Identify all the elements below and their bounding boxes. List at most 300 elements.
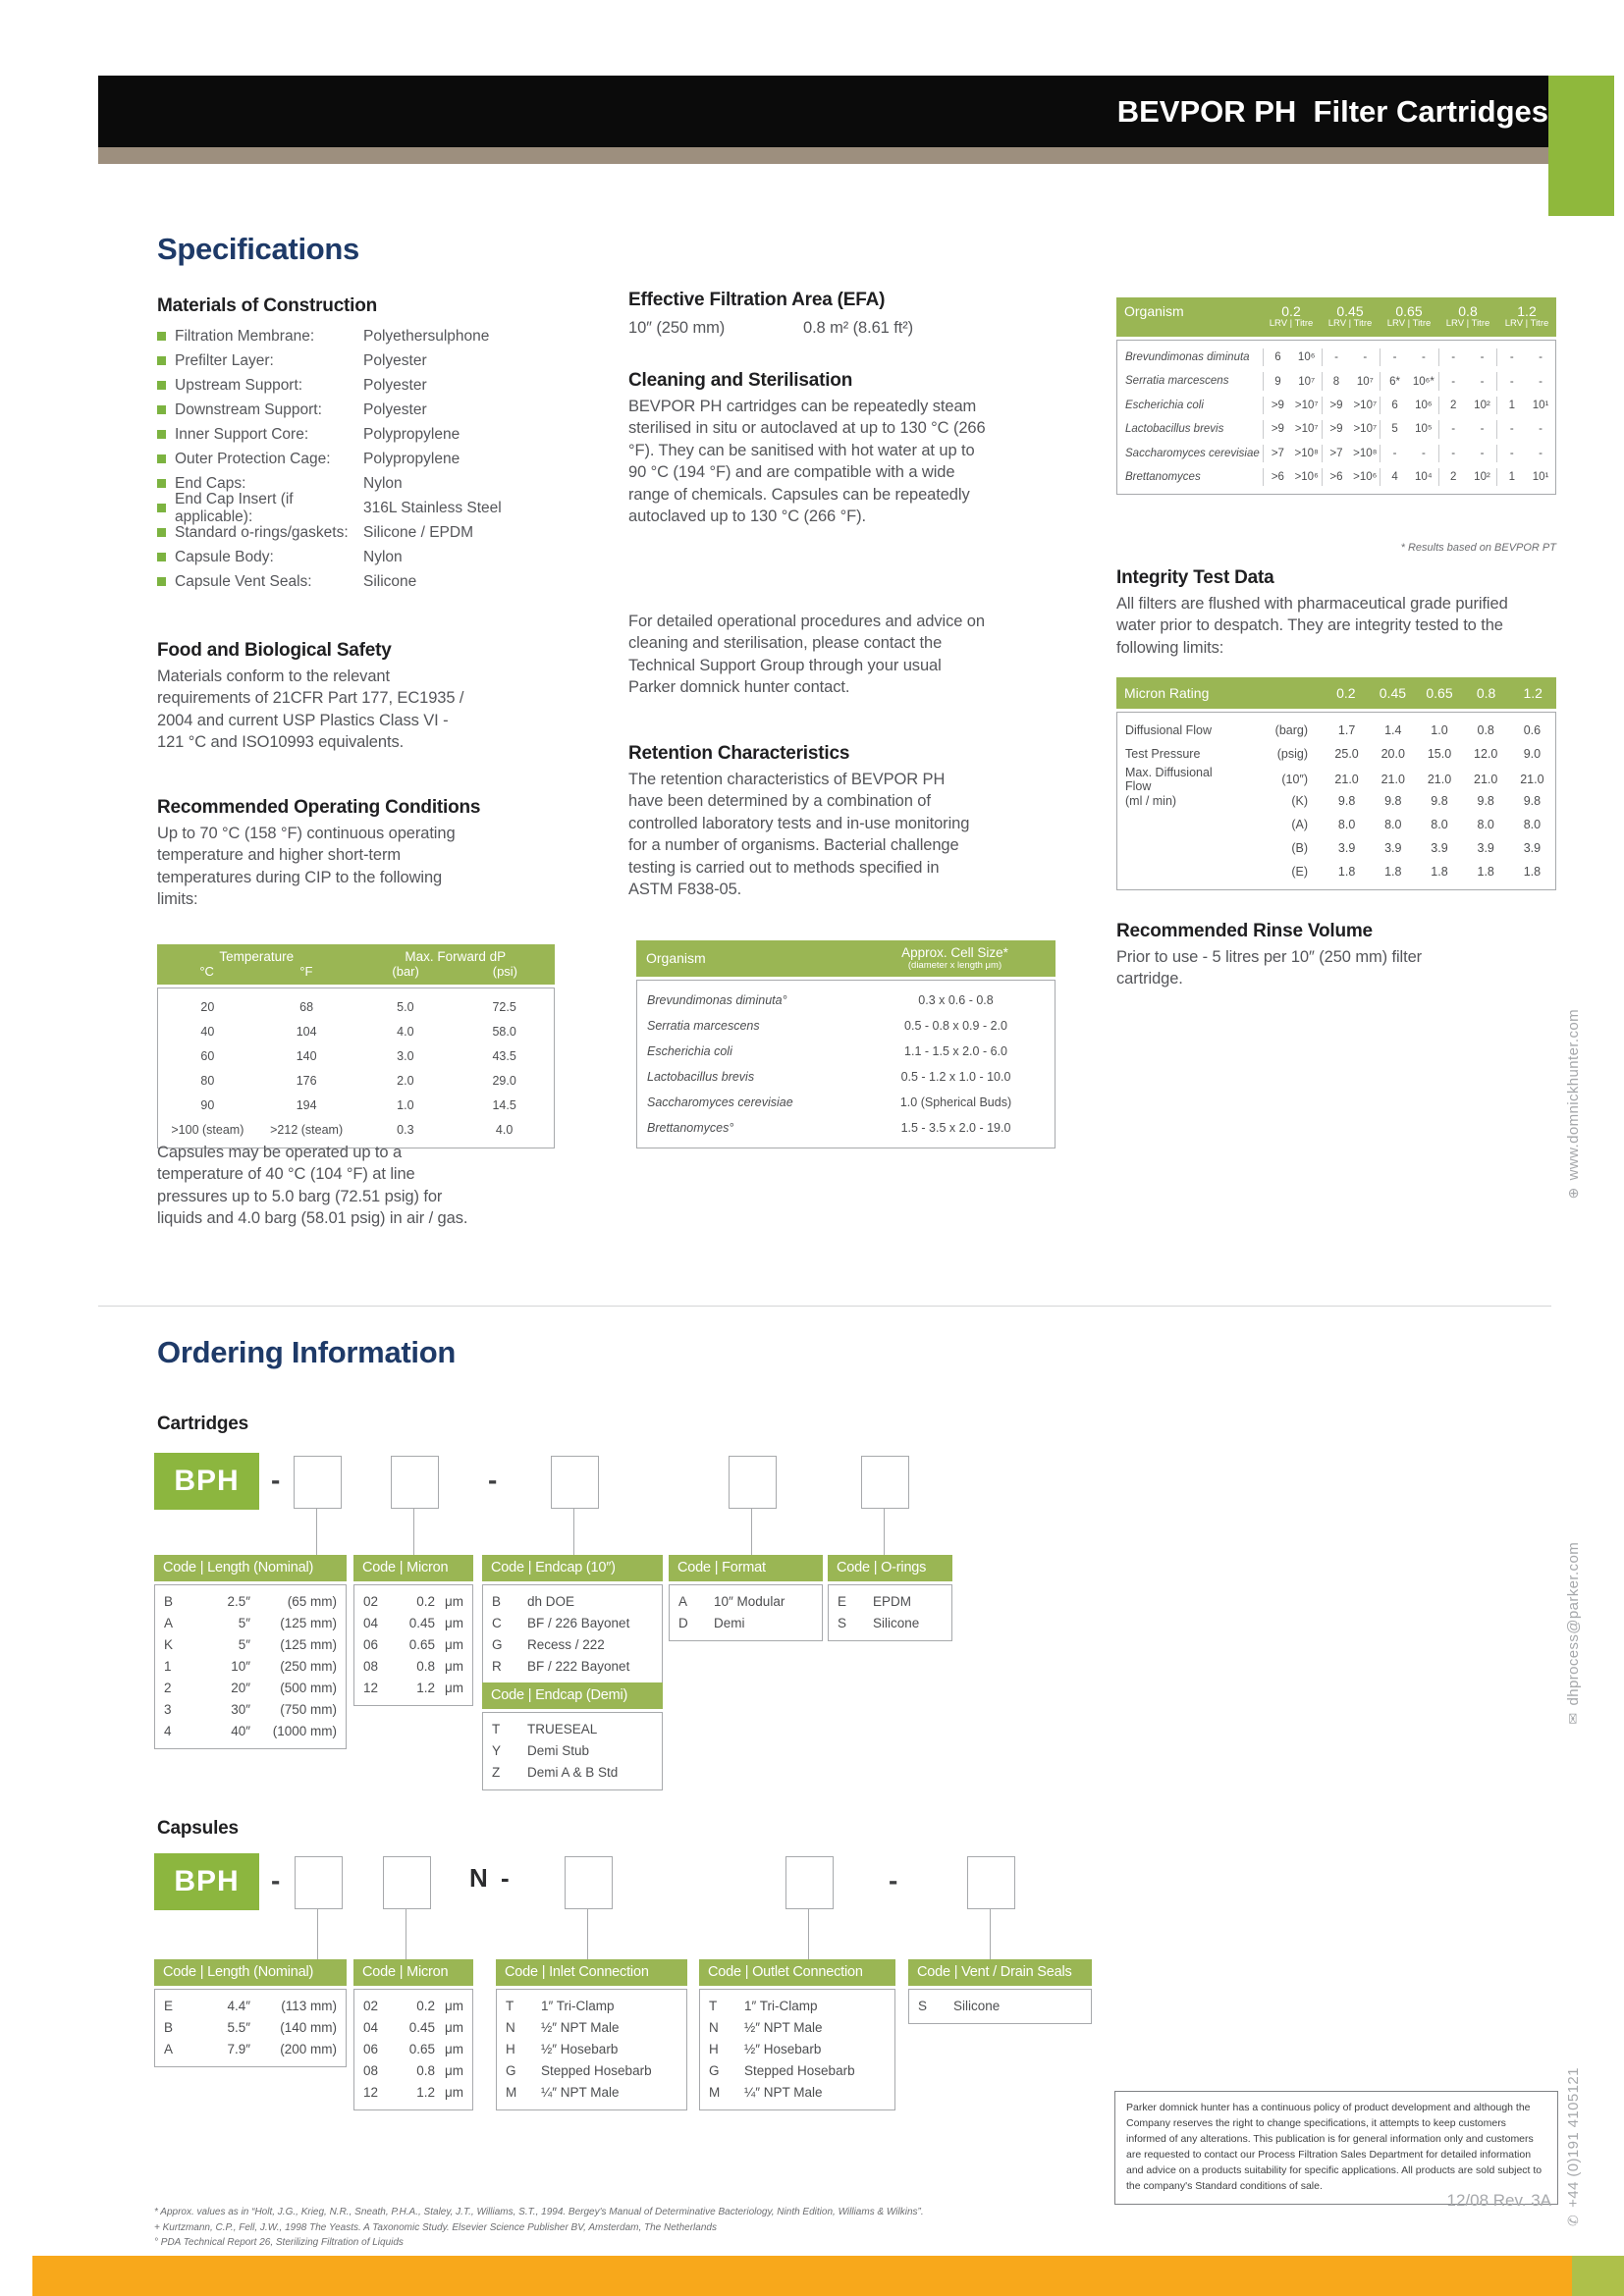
connector-line bbox=[884, 1508, 885, 1555]
material-label: Outer Protection Cage: bbox=[175, 450, 331, 467]
cartridge-format-code-box bbox=[729, 1456, 777, 1509]
lrv-col-organism: Organism bbox=[1124, 303, 1184, 319]
titre-value: 10⁶ bbox=[1415, 399, 1433, 411]
lrv-value: - bbox=[1496, 348, 1526, 366]
capsule-inlet-table bbox=[496, 1959, 687, 2110]
lrv-rating-1.2: 1.2 LRV | Titre bbox=[1504, 303, 1549, 330]
bullet-square-icon bbox=[157, 332, 166, 341]
temp-c: >100 (steam) bbox=[171, 1122, 244, 1137]
footnote-line: * Approx. values as in “Holt, J.G., Krieg, N.R., Sneath, P.H.A., Staley, J.T., Williams, S.T., 1994. Bergey's Manual of Determinative Bacteriology, Ninth Edition, Williams & Wilkins”. bbox=[154, 2207, 924, 2217]
cleaning-title: Cleaning and Sterilisation bbox=[628, 370, 853, 391]
integrity-table bbox=[1116, 677, 1556, 890]
lrv-rating-0.45: 0.45 LRV | Titre bbox=[1327, 303, 1373, 330]
table-header: Code | Micron bbox=[353, 1555, 473, 1581]
integrity-row-label: Diffusional Flow bbox=[1125, 723, 1213, 737]
footer-green-end-block bbox=[1572, 2256, 1624, 2296]
contact-sidebar bbox=[1565, 1009, 1582, 2226]
table-header: Code | O-rings bbox=[828, 1555, 952, 1581]
code-row: 12 1.2 μm bbox=[363, 2085, 463, 2100]
code-row: 04 0.45 μm bbox=[363, 1616, 463, 1630]
integrity-row bbox=[1117, 860, 1555, 883]
integrity-value: 3.9 bbox=[1523, 841, 1542, 855]
material-row bbox=[157, 447, 569, 471]
material-label: Inner Support Core: bbox=[175, 425, 309, 443]
code-row: E EPDM bbox=[838, 1594, 912, 1609]
cell-size: 1.5 - 3.5 x 2.0 - 19.0 bbox=[900, 1121, 1011, 1136]
retention-col-organism: Organism bbox=[646, 950, 706, 967]
titre-value: 10⁴ bbox=[1415, 471, 1433, 484]
dp-bar: 5.0 bbox=[397, 999, 414, 1014]
cartridge-endcap-code-box bbox=[551, 1456, 599, 1509]
cartridge-endcap10-table bbox=[482, 1555, 663, 1684]
code-row: R BF / 222 Bayonet bbox=[492, 1659, 630, 1674]
col-bar: (bar) bbox=[392, 964, 419, 979]
dp-bar: 2.0 bbox=[397, 1073, 414, 1088]
code-row: 2 20″ (500 mm) bbox=[164, 1681, 337, 1695]
integrity-row-unit: (barg) bbox=[1274, 723, 1308, 737]
dp-psi: 72.5 bbox=[492, 999, 516, 1014]
lrv-value: - bbox=[1438, 445, 1468, 462]
titre-value: >10⁷ bbox=[1353, 423, 1378, 436]
connector-line bbox=[316, 1508, 317, 1555]
capsule-micron-table bbox=[353, 1959, 473, 2110]
integrity-value: 3.9 bbox=[1431, 841, 1448, 855]
dp-group-label: Max. Forward dP bbox=[405, 949, 507, 964]
lrv-row bbox=[1117, 346, 1555, 369]
titre-value: - bbox=[1421, 447, 1426, 459]
integrity-rating: 0.2 bbox=[1336, 685, 1356, 701]
titre-value: >10⁸ bbox=[1294, 447, 1319, 459]
lrv-rating-0.8: 0.8 LRV | Titre bbox=[1445, 303, 1490, 330]
titre-value: >10⁶ bbox=[1294, 471, 1319, 484]
titre-value: 10⁷ bbox=[1298, 375, 1316, 388]
code-row: B 2.5″ (65 mm) bbox=[164, 1594, 337, 1609]
lrv-value: - bbox=[1438, 420, 1468, 438]
table-header: Code | Endcap (10″) bbox=[482, 1555, 663, 1581]
bullet-square-icon bbox=[157, 381, 166, 390]
material-label: Capsule Vent Seals: bbox=[175, 572, 312, 590]
code-row: G Recess / 222 bbox=[492, 1637, 605, 1652]
material-row bbox=[157, 324, 569, 348]
dp-psi: 4.0 bbox=[495, 1122, 514, 1137]
efa-title: Effective Filtration Area (EFA) bbox=[628, 290, 886, 310]
temperature-row bbox=[158, 1068, 554, 1093]
bullet-square-icon bbox=[157, 454, 166, 463]
connector-line bbox=[317, 1908, 318, 1959]
retention-row bbox=[637, 1090, 1055, 1115]
code-row: 06 0.65 μm bbox=[363, 1637, 463, 1652]
code-row: B dh DOE bbox=[492, 1594, 575, 1609]
integrity-table-body bbox=[1116, 712, 1556, 890]
rinse-title: Recommended Rinse Volume bbox=[1116, 921, 1373, 941]
integrity-value: 1.7 bbox=[1337, 723, 1356, 737]
cartridge-prefix-box: BPH bbox=[154, 1453, 259, 1510]
material-value: Polypropylene bbox=[363, 425, 460, 443]
integrity-value: 1.8 bbox=[1431, 865, 1448, 879]
bullet-square-icon bbox=[157, 405, 166, 414]
code-row: T 1″ Tri-Clamp bbox=[709, 1999, 818, 2013]
integrity-text: All filters are flushed with pharmaceutical grade purified water prior to despatch. They are integrity tested to the following limits: bbox=[1116, 595, 1508, 657]
capsule-length-table bbox=[154, 1959, 347, 2067]
code-row: 4 40″ (1000 mm) bbox=[164, 1724, 337, 1738]
material-value: Polyester bbox=[363, 351, 427, 369]
code-row: G Stepped Hosebarb bbox=[709, 2063, 855, 2078]
temperature-table bbox=[157, 944, 555, 1148]
integrity-value: 9.8 bbox=[1523, 794, 1542, 808]
connector-line bbox=[808, 1908, 809, 1959]
temperature-table-header bbox=[157, 944, 555, 985]
integrity-row bbox=[1117, 766, 1555, 793]
header-taupe-strip bbox=[98, 147, 1548, 164]
globe-icon: ⊕ bbox=[1565, 1187, 1581, 1200]
titre-value: - bbox=[1421, 351, 1426, 364]
lrv-row bbox=[1117, 465, 1555, 489]
integrity-value: 9.8 bbox=[1384, 794, 1402, 808]
temperature-row bbox=[158, 1043, 554, 1068]
organism-name: Escherichia coli bbox=[647, 1044, 732, 1059]
cleaning-p2: For detailed operational procedures and advice on cleaning and sterilisation, please contact the Technical Support Group through your usual Parker domnick hunter contact. bbox=[628, 613, 985, 697]
material-row bbox=[157, 545, 569, 569]
email-item bbox=[1565, 1542, 1582, 1725]
lrv-row bbox=[1117, 417, 1555, 441]
material-label: Downstream Support: bbox=[175, 400, 322, 418]
efa-size: 10″ (250 mm) bbox=[628, 319, 726, 337]
retention-row bbox=[637, 988, 1055, 1013]
material-value: Polyester bbox=[363, 376, 427, 394]
temperature-row bbox=[158, 994, 554, 1019]
material-value: Silicone / EPDM bbox=[363, 523, 473, 541]
organism-name: Lactobacillus brevis bbox=[647, 1070, 755, 1085]
integrity-row-label: Test Pressure bbox=[1125, 747, 1201, 761]
temp-f: 68 bbox=[299, 999, 314, 1014]
material-row bbox=[157, 348, 569, 373]
organism-name: Saccharomyces cerevisiae bbox=[647, 1095, 793, 1110]
lrv-table-body bbox=[1116, 340, 1556, 495]
titre-value: 10² bbox=[1474, 471, 1490, 484]
table-body bbox=[482, 1584, 663, 1684]
table-body bbox=[482, 1712, 663, 1790]
lrv-value: 4 bbox=[1380, 468, 1409, 486]
dp-bar: 3.0 bbox=[397, 1048, 414, 1063]
lrv-value: >7 bbox=[1263, 445, 1292, 462]
code-row: 08 0.8 μm bbox=[363, 2063, 463, 2078]
dp-psi: 29.0 bbox=[492, 1073, 516, 1088]
material-label: End Caps: bbox=[175, 474, 246, 492]
organism-name: Serratia marcescens bbox=[647, 1019, 760, 1034]
retention-table-header bbox=[636, 940, 1056, 977]
table-body bbox=[828, 1584, 952, 1641]
cell-size: 1.0 (Spherical Buds) bbox=[899, 1095, 1012, 1110]
retention-title: Retention Characteristics bbox=[628, 743, 850, 764]
temp-c: 60 bbox=[200, 1048, 215, 1063]
titre-value: 10⁵ bbox=[1415, 423, 1433, 436]
material-label: End Cap Insert (if applicable): bbox=[175, 490, 294, 525]
titre-value: 10⁶ bbox=[1297, 351, 1316, 364]
bullet-square-icon bbox=[157, 356, 166, 365]
integrity-value: 21.0 bbox=[1427, 773, 1452, 786]
capsule-note: Capsules may be operated up to a temperature of 40 °C (104 °F) at line pressures up to 5.0 barg (72.51 psig) for liquids and 4.0 barg (58.01 psig) in air / gas. bbox=[157, 1144, 468, 1228]
code-row: C BF / 226 Bayonet bbox=[492, 1616, 630, 1630]
integrity-row bbox=[1117, 813, 1555, 836]
lrv-value: 6 bbox=[1263, 348, 1292, 366]
integrity-value: 9.8 bbox=[1477, 794, 1494, 808]
integrity-row-unit: (B) bbox=[1291, 841, 1308, 855]
material-value: 316L Stainless Steel bbox=[363, 499, 502, 516]
lrv-value: - bbox=[1496, 372, 1526, 390]
integrity-value: 1.8 bbox=[1337, 865, 1356, 879]
titre-value: 10⁷ bbox=[1356, 375, 1374, 388]
dp-bar: 0.3 bbox=[397, 1122, 414, 1137]
rinse-text: Prior to use - 5 litres per 10″ (250 mm) filter cartridge. bbox=[1116, 948, 1423, 988]
temperature-row bbox=[158, 1093, 554, 1117]
lrv-value: 8 bbox=[1322, 372, 1351, 390]
operating-title: Recommended Operating Conditions bbox=[157, 797, 481, 818]
material-label: Standard o-rings/gaskets: bbox=[175, 523, 349, 541]
lrv-value: >9 bbox=[1263, 397, 1292, 414]
table-header: Code | Length (Nominal) bbox=[154, 1959, 347, 1986]
retention-row bbox=[637, 1013, 1055, 1039]
code-row: 04 0.45 μm bbox=[363, 2020, 463, 2035]
capsule-inlet-code-box bbox=[565, 1856, 613, 1909]
integrity-value: 9.0 bbox=[1523, 747, 1542, 761]
temp-c: 20 bbox=[200, 999, 215, 1014]
integrity-value: 1.8 bbox=[1523, 865, 1542, 879]
temp-f: >212 (steam) bbox=[270, 1122, 344, 1137]
bullet-square-icon bbox=[157, 528, 166, 537]
lrv-value: 6 bbox=[1380, 397, 1409, 414]
table-body bbox=[496, 1989, 687, 2110]
integrity-value: 1.8 bbox=[1477, 865, 1494, 879]
integrity-row-label: Max. Diffusional Flow bbox=[1125, 766, 1213, 793]
phone-icon: ✆ bbox=[1565, 2214, 1581, 2226]
lrv-value: >6 bbox=[1263, 468, 1292, 486]
lrv-value: 6* bbox=[1380, 372, 1409, 390]
capsules-label: Capsules bbox=[157, 1818, 239, 1839]
code-row: M ¼″ NPT Male bbox=[709, 2085, 823, 2100]
integrity-value: 0.8 bbox=[1477, 723, 1494, 737]
cartridges-label: Cartridges bbox=[157, 1414, 249, 1434]
code-row: M ¼″ NPT Male bbox=[506, 2085, 620, 2100]
dp-psi: 43.5 bbox=[492, 1048, 516, 1063]
lrv-value: - bbox=[1496, 420, 1526, 438]
integrity-value: 12.0 bbox=[1474, 747, 1498, 761]
lrv-value: >9 bbox=[1322, 420, 1351, 438]
footer-orange-bar bbox=[32, 2256, 1624, 2296]
code-row: 3 30″ (750 mm) bbox=[164, 1702, 337, 1717]
cell-size: 0.3 x 0.6 - 0.8 bbox=[918, 993, 994, 1008]
integrity-rating: 0.65 bbox=[1426, 685, 1453, 701]
header-bar bbox=[98, 76, 1584, 147]
web-item bbox=[1565, 1009, 1582, 1199]
integrity-rating: 0.8 bbox=[1476, 685, 1496, 701]
code-row: 02 0.2 μm bbox=[363, 1594, 463, 1609]
titre-value: 10¹ bbox=[1532, 399, 1549, 411]
integrity-value: 8.0 bbox=[1384, 818, 1402, 831]
email-address: dhprocess@parker.com bbox=[1565, 1541, 1582, 1706]
titre-value: >10⁷ bbox=[1294, 399, 1319, 411]
connector-line bbox=[573, 1508, 574, 1555]
food-safety-title: Food and Biological Safety bbox=[157, 640, 392, 661]
retention-table bbox=[636, 940, 1056, 1148]
temp-f: 140 bbox=[296, 1048, 317, 1063]
website-url: www.domnickhunter.com bbox=[1565, 1009, 1582, 1181]
material-value: Polyester bbox=[363, 400, 427, 418]
titre-value: >10⁶ bbox=[1353, 471, 1378, 484]
material-label: Filtration Membrane: bbox=[175, 327, 315, 345]
integrity-value: 21.0 bbox=[1520, 773, 1544, 786]
lrv-value: 1 bbox=[1496, 468, 1526, 486]
material-value: Nylon bbox=[363, 474, 403, 492]
retention-row bbox=[637, 1064, 1055, 1090]
material-row bbox=[157, 490, 569, 525]
cartridge-length-code-box bbox=[294, 1456, 342, 1509]
temp-f: 104 bbox=[296, 1024, 317, 1039]
integrity-value: 3.9 bbox=[1337, 841, 1356, 855]
integrity-value: 9.8 bbox=[1431, 794, 1448, 808]
cartridge-micron-table bbox=[353, 1555, 473, 1706]
retention-col-size-sub: (diameter x length μm) bbox=[907, 959, 1002, 971]
footnote-line: + Kurtzmann, C.P., Fell, J.W., 1998 The Yeasts. A Taxonomic Study. Elsevier Science Publisher BV, Amsterdam, The Netherlands bbox=[154, 2221, 717, 2233]
lrv-row bbox=[1117, 369, 1555, 393]
table-body bbox=[353, 1584, 473, 1706]
bullet-square-icon bbox=[157, 553, 166, 561]
efa-area: 0.8 m² (8.61 ft²) bbox=[803, 319, 913, 337]
code-row: N ½″ NPT Male bbox=[709, 2020, 823, 2035]
lrv-value: >6 bbox=[1322, 468, 1351, 486]
organism-name: Brettanomyces bbox=[1125, 470, 1201, 483]
temp-c: 90 bbox=[200, 1097, 215, 1112]
materials-list bbox=[157, 324, 569, 594]
material-label: Prefilter Layer: bbox=[175, 351, 274, 369]
dash-separator: - bbox=[889, 1865, 898, 1896]
code-row: N ½″ NPT Male bbox=[506, 2020, 620, 2035]
dp-bar: 1.0 bbox=[397, 1097, 414, 1112]
titre-value: - bbox=[1539, 351, 1543, 364]
temperature-table-body bbox=[157, 988, 555, 1148]
bullet-square-icon bbox=[157, 479, 166, 488]
retention-row bbox=[637, 1115, 1055, 1141]
material-row bbox=[157, 398, 569, 422]
lrv-value: 5 bbox=[1380, 420, 1409, 438]
temp-f: 176 bbox=[296, 1073, 317, 1088]
titre-value: 10⁶* bbox=[1412, 375, 1435, 388]
code-row: S Silicone bbox=[918, 1999, 1001, 2013]
integrity-rating: 0.45 bbox=[1379, 685, 1407, 701]
organism-name: Brevundimonas diminuta bbox=[1125, 351, 1250, 364]
integrity-row bbox=[1117, 742, 1555, 766]
integrity-value: 21.0 bbox=[1334, 773, 1359, 786]
food-safety-text: Materials conform to the relevant requirements of 21CFR Part 177, EC1935 / 2004 and current USP Plastics Class VI - 121 °C and ISO10993 equivalents. bbox=[157, 667, 464, 752]
code-row: H ½″ Hosebarb bbox=[709, 2042, 822, 2056]
material-value: Silicone bbox=[363, 572, 417, 590]
col-celsius: °C bbox=[199, 964, 214, 979]
material-row bbox=[157, 373, 569, 398]
operating-text: Up to 70 °C (158 °F) continuous operating temperature and higher short-term temperatures during CIP to the following limits: bbox=[157, 825, 456, 909]
titre-value: - bbox=[1480, 375, 1485, 388]
cell-size: 0.5 - 1.2 x 1.0 - 10.0 bbox=[900, 1070, 1011, 1085]
connector-line bbox=[413, 1508, 414, 1555]
lrv-row bbox=[1117, 394, 1555, 417]
section-divider bbox=[98, 1306, 1551, 1307]
integrity-value: 3.9 bbox=[1384, 841, 1402, 855]
lrv-row bbox=[1117, 442, 1555, 465]
table-body bbox=[699, 1989, 895, 2110]
dash-separator: - bbox=[271, 1865, 281, 1896]
temperature-row bbox=[158, 1117, 554, 1142]
titre-value: >10⁷ bbox=[1353, 399, 1378, 411]
connector-line bbox=[990, 1908, 991, 1959]
bullet-square-icon bbox=[157, 430, 166, 439]
dp-bar: 4.0 bbox=[397, 1024, 414, 1039]
col-psi: (psi) bbox=[492, 964, 518, 979]
bullet-square-icon bbox=[157, 504, 166, 512]
capsule-outlet-code-box bbox=[785, 1856, 834, 1909]
material-row bbox=[157, 520, 569, 545]
code-row: E 4.4″ (113 mm) bbox=[164, 1999, 337, 2013]
revision-label: 12/08 Rev. 3A bbox=[1446, 2191, 1551, 2210]
integrity-table-header bbox=[1116, 677, 1556, 709]
cartridge-endcap-demi-table bbox=[482, 1682, 663, 1790]
integrity-row-label: (ml / min) bbox=[1125, 794, 1177, 808]
integrity-row-unit: (10″) bbox=[1281, 773, 1308, 786]
header-green-block bbox=[1548, 76, 1614, 216]
retention-table-body bbox=[636, 980, 1056, 1148]
integrity-value: 3.9 bbox=[1477, 841, 1494, 855]
materials-title: Materials of Construction bbox=[157, 295, 378, 316]
dp-psi: 14.5 bbox=[492, 1097, 516, 1112]
titre-value: - bbox=[1480, 423, 1485, 436]
material-value: Nylon bbox=[363, 548, 403, 565]
code-row: T TRUESEAL bbox=[492, 1722, 598, 1736]
lrv-value: 2 bbox=[1438, 468, 1468, 486]
integrity-row bbox=[1117, 719, 1555, 742]
organism-name: Lactobacillus brevis bbox=[1125, 423, 1224, 436]
code-row: A 7.9″ (200 mm) bbox=[164, 2042, 337, 2056]
table-header: Code | Micron bbox=[353, 1959, 473, 1986]
table-body bbox=[154, 1584, 347, 1749]
material-row bbox=[157, 569, 569, 594]
capsule-length-code-box bbox=[295, 1856, 343, 1909]
integrity-value: 25.0 bbox=[1334, 747, 1359, 761]
titre-value: - bbox=[1539, 375, 1543, 388]
integrity-value: 1.8 bbox=[1384, 865, 1402, 879]
integrity-row-unit: (K) bbox=[1291, 794, 1308, 808]
cartridge-length-table bbox=[154, 1555, 347, 1749]
lrv-value: 1 bbox=[1496, 397, 1526, 414]
capsule-vent-table bbox=[908, 1959, 1092, 2024]
lrv-value: >9 bbox=[1263, 420, 1292, 438]
lrv-table bbox=[1116, 297, 1556, 495]
integrity-value: 8.0 bbox=[1523, 818, 1542, 831]
disclaimer-box: Parker domnick hunter has a continuous policy of product development and although the Company reserves the right to change specifications, it attempts to keep customers informed of any alterations. This publication is for general information only and customers are requested to contact our Process Filtration Sales Department for detailed information and advice on a products suitability for specific applications. All products are sold subject to the company's Standard conditions of sale. bbox=[1114, 2091, 1558, 2205]
material-label: Upstream Support: bbox=[175, 376, 303, 394]
lrv-value: - bbox=[1496, 445, 1526, 462]
table-header: Code | Length (Nominal) bbox=[154, 1555, 347, 1581]
integrity-value: 8.0 bbox=[1431, 818, 1448, 831]
titre-value: >10⁸ bbox=[1353, 447, 1378, 459]
table-header: Code | Inlet Connection bbox=[496, 1959, 687, 1986]
lrv-rating-0.2: 0.2 LRV | Titre bbox=[1269, 303, 1314, 330]
table-header: Code | Endcap (Demi) bbox=[482, 1682, 663, 1709]
code-row: G Stepped Hosebarb bbox=[506, 2063, 652, 2078]
code-row: 08 0.8 μm bbox=[363, 1659, 463, 1674]
organism-name: Serratia marcescens bbox=[1125, 375, 1229, 388]
lrv-rating-0.65: 0.65 LRV | Titre bbox=[1386, 303, 1432, 330]
integrity-row-unit: (psig) bbox=[1276, 747, 1308, 761]
lrv-value: - bbox=[1438, 348, 1468, 366]
page-title: BEVPOR PH Filter Cartridges bbox=[1116, 93, 1548, 129]
temperature-row bbox=[158, 1019, 554, 1043]
